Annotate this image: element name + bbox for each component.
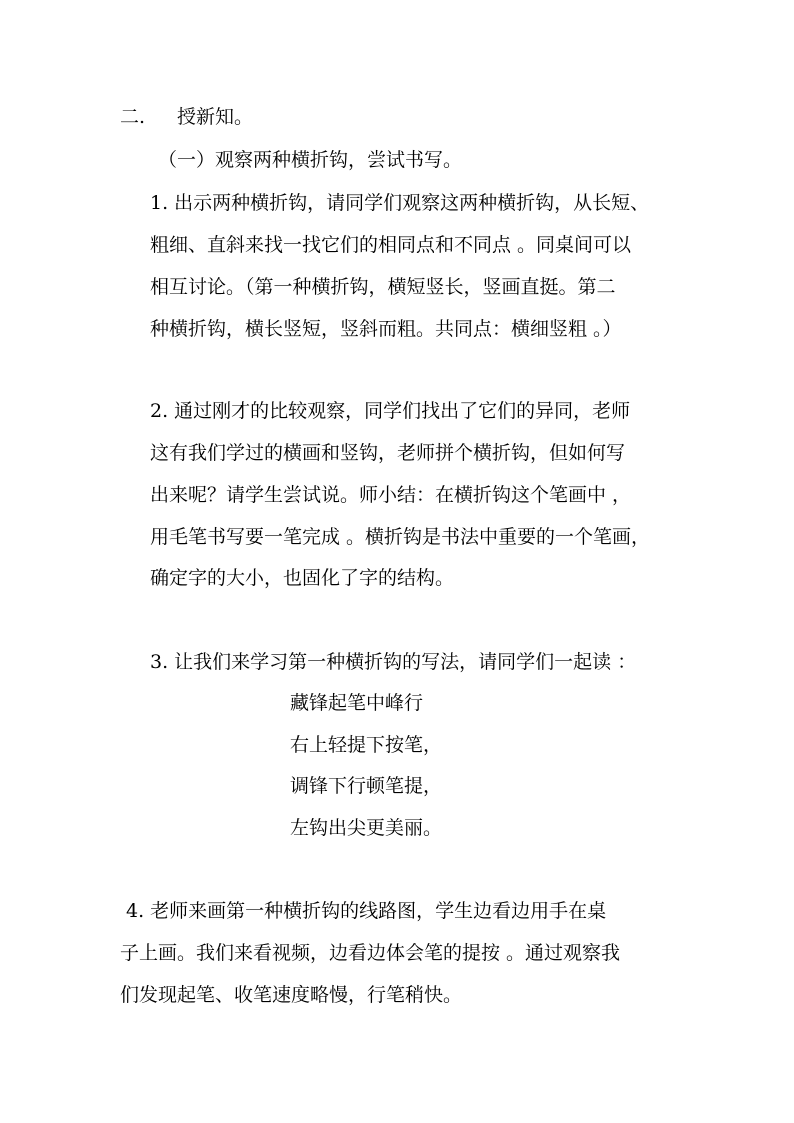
heading-number: 二. — [120, 106, 146, 128]
paragraph-3-line: 3. 让我们来学习第一种横折钩的写法，请同学们一起读 ： — [150, 651, 637, 673]
heading-title: 授新知。 — [177, 106, 254, 128]
poem-line: 藏锋起笔中峰行 — [290, 692, 424, 714]
paragraph-4-line: 子上画。我们来看视频，边看边体会笔的提按 。通过观察我 — [120, 942, 621, 964]
poem-line: 左钩出尖更美丽。 — [290, 817, 443, 839]
paragraph-2-line: 2. 通过刚才的比较观察，同学们找出了它们的异同，老师 — [150, 400, 631, 422]
poem-line: 调锋下行顿笔提， — [290, 775, 443, 797]
paragraph-4-line: 们发现起笔、收笔速度略慢，行笔稍快。 — [120, 984, 463, 1006]
paragraph-4-line: 4. 老师来画第一种横折钩的线路图，学生边看边用手在桌 — [126, 900, 607, 922]
paragraph-1-line: 粗细、直斜来找一找它们的相同点和不同点 。同桌间可以 — [150, 234, 632, 256]
paragraph-1-line: 种横折钩，横长竖短，竖斜而粗。共同点：横细竖粗 。） — [150, 318, 622, 340]
paragraph-1-line: 1. 出示两种横折钩，请同学们观察这两种横折钩，从长短、 — [150, 192, 650, 214]
paragraph-2-line: 这有我们学过的横画和竖钩，老师拼个横折钩，但如何写 — [150, 442, 626, 464]
paragraph-1-line: 相互讨论。（第一种横折钩，横短竖长，竖画直挺。第二 — [150, 276, 616, 298]
paragraph-2-line: 用毛笔书写要一笔完成 。横折钩是书法中重要的一个笔画， — [150, 526, 651, 548]
poem-line: 右上轻提下按笔， — [290, 734, 443, 756]
paragraph-2-line: 确定字的大小，也固化了字的结构。 — [150, 567, 455, 589]
paragraph-2-line: 出来呢？请学生尝试说。师小结：在横折钩这个笔画中 ， — [150, 484, 632, 506]
section-title: （一）观察两种横折钩，尝试书写。 — [158, 149, 463, 171]
